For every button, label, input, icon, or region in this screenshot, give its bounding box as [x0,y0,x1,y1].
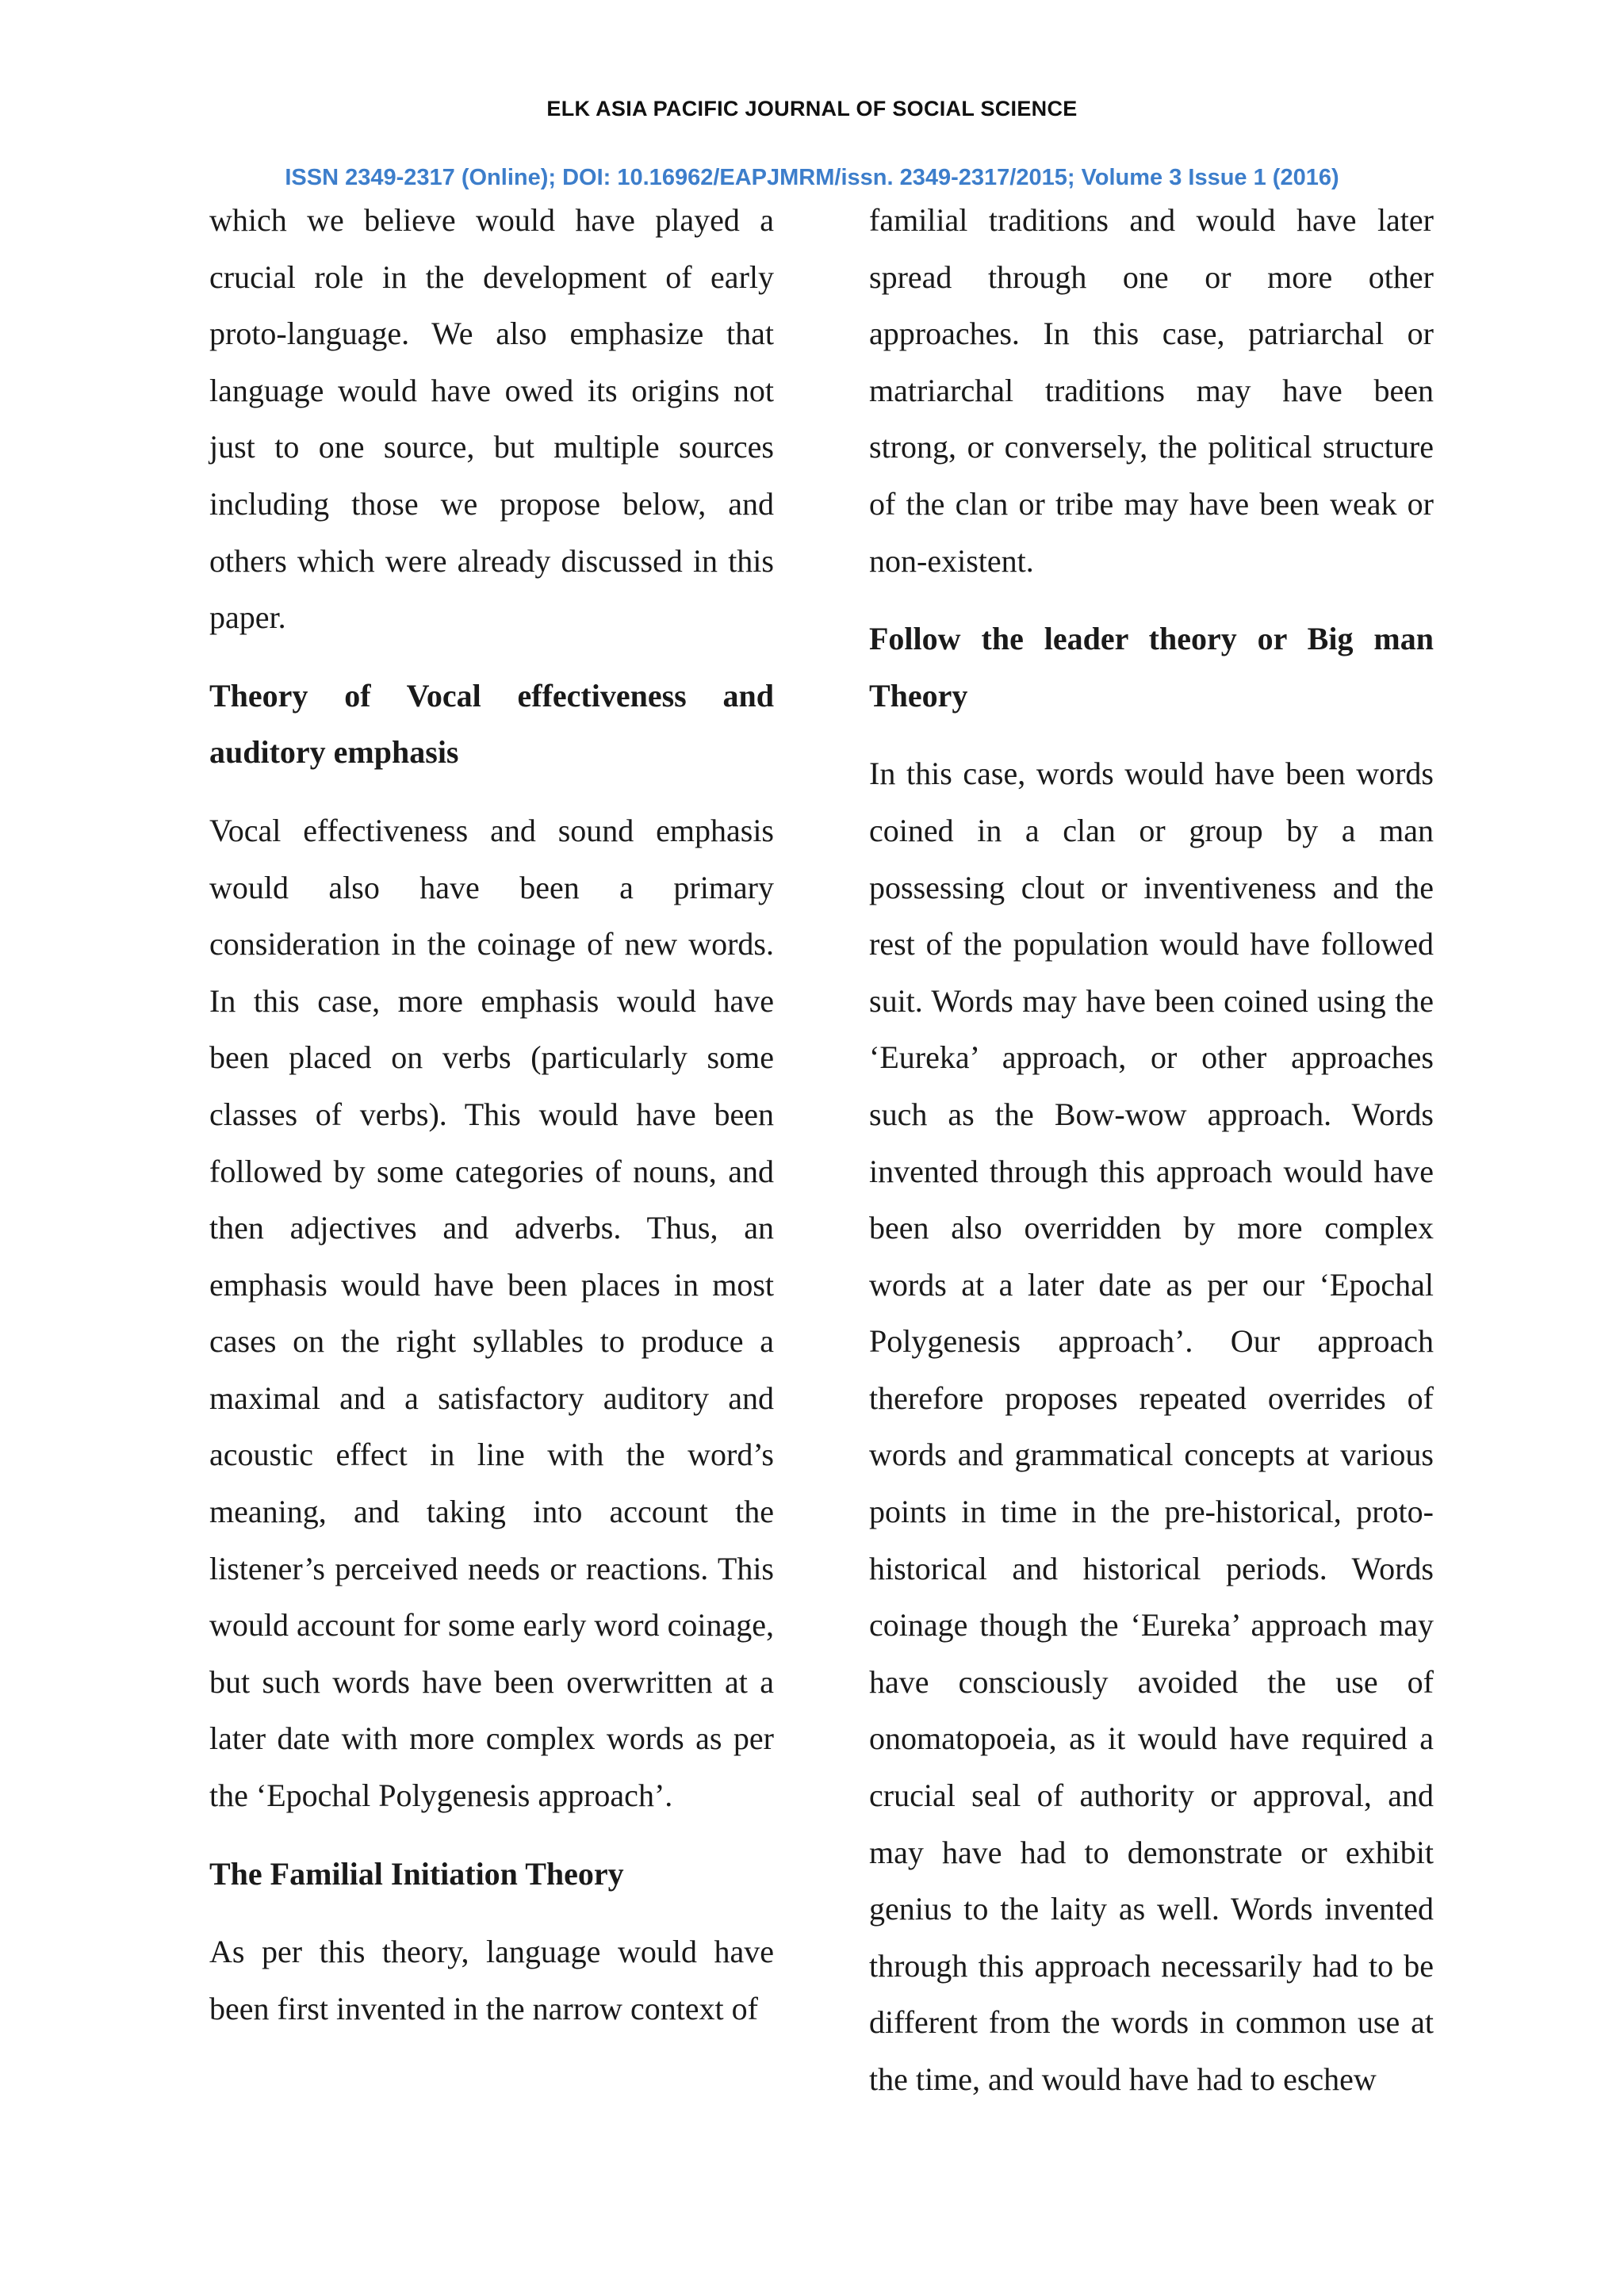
section-heading-follow-the-leader: Follow the leader theory or Big man Theory [869,621,1434,714]
issn-doi-line: ISSN 2349-2317 (Online); DOI: 10.16962/EAPJMRM/issn. 2349-2317/2015; Volume 3 Issue 1 (2016) [285,165,1339,190]
section-heading-familial-initiation: The Familial Initiation Theory [209,1855,624,1892]
right-paragraph-1: familial traditions and would have later spread through one or more other approaches. In this case, patriarchal or matriarchal traditions may have been strong, or conversely, the political structure of the clan or tribe may have been weak or non-existent. [869,202,1434,579]
left-paragraph-1: which we believe would have played a crucial role in the development of early proto-language. We also emphasize that language would have owed its origins not just to one source, but multiple sources including those we propose below, and others which were already discussed in this paper. [209,202,774,636]
journal-title: ELK ASIA PACIFIC JOURNAL OF SOCIAL SCIENCE [546,97,1078,121]
right-column [869,192,1434,2130]
left-column [209,192,774,2058]
left-paragraph-2: Vocal effectiveness and sound emphasis would also have been a primary consideration in the coinage of new words. In this case, more emphasis would have been placed on verbs (particularly some classes of verbs). This would have been followed by some categories of nouns, and then adjectives and adverbs. Thus, an emphasis would have been places in most cases on the right syllables to produce a maximal and a satisfactory auditory and acoustic effect in line with the word’s meaning, and taking into account the listener’s perceived needs or reactions. This would account for some early word coinage, but such words have been overwritten at a later date with more complex words as per the ‘Epochal Polygenesis approach’. [209,812,774,1814]
left-paragraph-3: As per this theory, language would have been first invented in the narrow context of [209,1934,774,2026]
right-paragraph-2: In this case, words would have been words coined in a clan or group by a man possessing clout or inventiveness and the rest of the population would have followed suit. Words may have been coined using the ‘Eureka’ approach, or other approaches such as the Bow-wow approach. Words invented through this approach would have been also overridden by more complex words at a later date as per our ‘Epochal Polygenesis approach’. Our approach therefore proposes repeated overrides of words and grammatical concepts at various points in time in the pre-historical, proto-historical and historical periods. Words coinage though the ‘Eureka’ approach may have consciously avoided the use of onomatopoeia, as it would have required a crucial seal of authority or approval, and may have had to demonstrate or exhibit genius to the laity as well. Words invented through this approach necessarily had to be different from the words in common use at the time, and would have had to eschew [869,756,1434,2097]
section-heading-vocal-effectiveness: Theory of Vocal effectiveness and auditory emphasis [209,677,774,771]
